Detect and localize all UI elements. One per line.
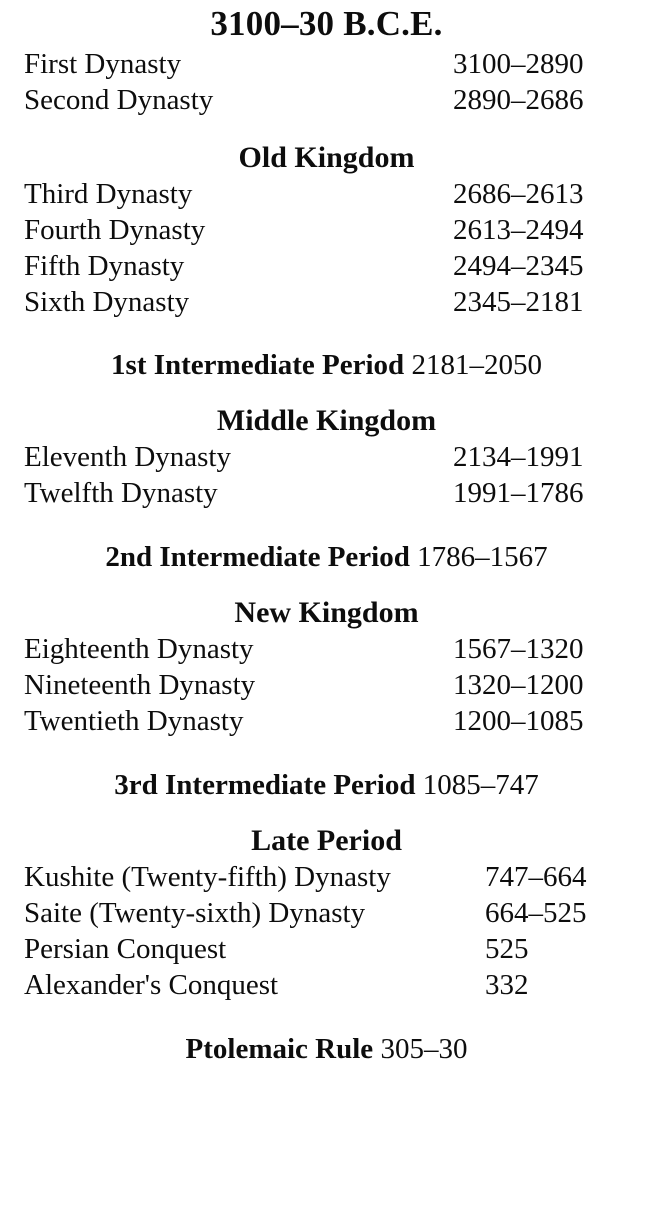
- period-name: Eighteenth Dynasty: [24, 633, 254, 666]
- period-name: Kushite (Twenty-fifth) Dynasty: [24, 860, 391, 893]
- period-name: Sixth Dynasty: [24, 285, 190, 318]
- table-row: [18, 177, 635, 213]
- period-dates: 3100–2890: [453, 47, 584, 80]
- period-dates: 2134–1991: [453, 441, 584, 474]
- table-row: [18, 932, 635, 968]
- interlude-label: Ptolemaic Rule: [185, 1032, 374, 1065]
- period-dates: 1567–1320: [453, 633, 584, 666]
- period-name: Eleventh Dynasty: [24, 441, 231, 474]
- section-middle-kingdom: [18, 440, 635, 512]
- table-row: [18, 249, 635, 285]
- section-heading-new-kingdom: New Kingdom: [234, 596, 419, 630]
- interlude-label: 1st Intermediate Period: [111, 349, 405, 382]
- period-dates: 747–664: [485, 860, 587, 893]
- interlude-label: 3rd Intermediate Period: [114, 769, 416, 802]
- section-heading-middle-kingdom: Middle Kingdom: [216, 404, 437, 438]
- period-name: Third Dynasty: [24, 177, 193, 210]
- chronology-page: [0, 6, 653, 1206]
- period-name: Fifth Dynasty: [24, 249, 185, 282]
- period-dates: 2890–2686: [453, 83, 584, 116]
- period-dates: 2494–2345: [453, 249, 584, 282]
- interlude-label: 2nd Intermediate Period: [105, 541, 410, 574]
- interlude-first-intermediate: [18, 350, 635, 382]
- table-row: [18, 668, 635, 704]
- period-name: Second Dynasty: [24, 83, 214, 116]
- interlude-dates: 1786–1567: [417, 541, 548, 574]
- table-row: [18, 47, 635, 83]
- period-name: First Dynasty: [24, 47, 182, 80]
- section-new-kingdom: [18, 632, 635, 740]
- table-row: [18, 704, 635, 740]
- interlude-second-intermediate: [18, 542, 635, 574]
- period-dates: 1991–1786: [453, 477, 584, 510]
- period-dates: 1200–1085: [453, 705, 584, 738]
- period-name: Saite (Twenty-sixth) Dynasty: [24, 896, 366, 929]
- section-heading-old-kingdom: Old Kingdom: [238, 140, 415, 174]
- interlude-dates: 2181–2050: [411, 349, 542, 382]
- period-dates: 525: [485, 932, 529, 965]
- interlude-ptolemaic-rule: [18, 1034, 635, 1066]
- period-name: Alexander's Conquest: [24, 968, 279, 1001]
- table-row: [18, 860, 635, 896]
- period-dates: 332: [485, 968, 529, 1001]
- interlude-dates: 305–30: [380, 1032, 468, 1065]
- table-row: [18, 213, 635, 249]
- period-name: Twelfth Dynasty: [24, 477, 218, 510]
- section-late-period: [18, 860, 635, 1004]
- table-row: [18, 285, 635, 321]
- page-bottom-spacer: [18, 1072, 635, 1086]
- table-row: [18, 896, 635, 932]
- table-row: [18, 968, 635, 1004]
- period-dates: 664–525: [485, 896, 587, 929]
- period-name: Fourth Dynasty: [24, 213, 206, 246]
- table-row: [18, 83, 635, 119]
- section-old-kingdom: [18, 177, 635, 321]
- interlude-dates: 1085–747: [422, 769, 539, 802]
- table-row: [18, 440, 635, 476]
- period-name: Twentieth Dynasty: [24, 705, 244, 738]
- page-title: 3100–30 B.C.E.: [210, 4, 443, 43]
- period-name: Persian Conquest: [24, 932, 227, 965]
- table-row: [18, 632, 635, 668]
- table-row: [18, 476, 635, 512]
- section-heading-late-period: Late Period: [251, 823, 402, 857]
- period-dates: 1320–1200: [453, 669, 584, 702]
- section-early-dynastic: [18, 47, 635, 119]
- period-dates: 2613–2494: [453, 213, 584, 246]
- period-name: Nineteenth Dynasty: [24, 669, 256, 702]
- period-dates: 2686–2613: [453, 177, 584, 210]
- interlude-third-intermediate: [18, 770, 635, 802]
- period-dates: 2345–2181: [453, 285, 584, 318]
